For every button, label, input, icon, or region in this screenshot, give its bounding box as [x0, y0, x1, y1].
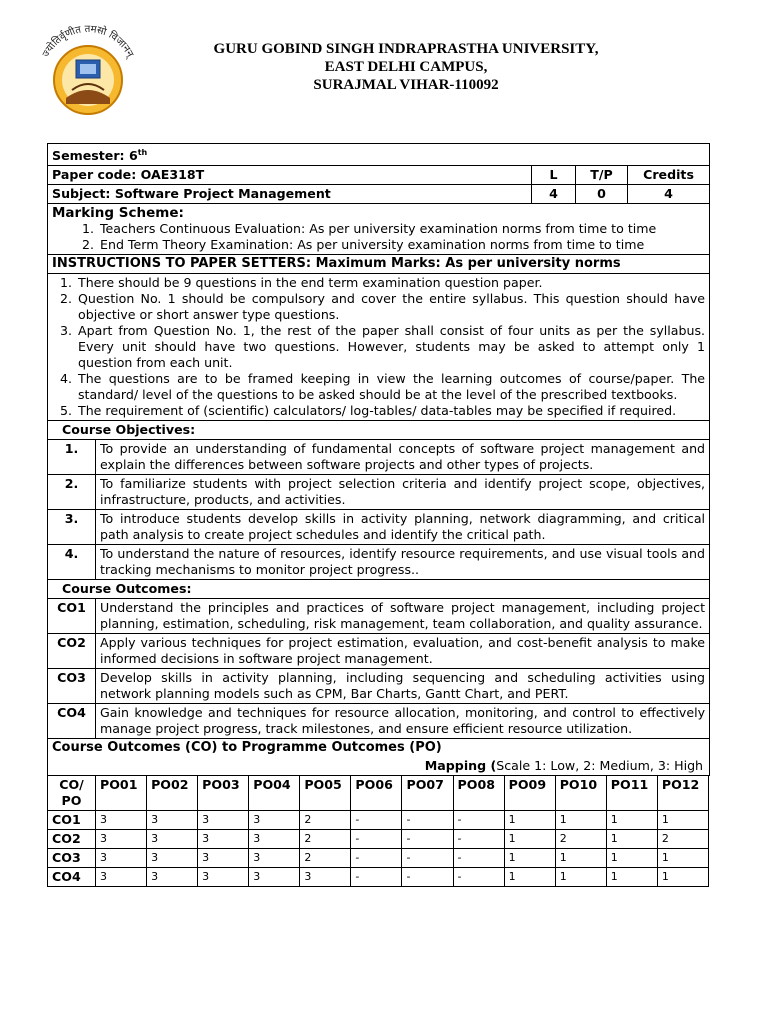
- mapping-value: 3: [147, 849, 198, 868]
- po-header: PO08: [453, 776, 504, 811]
- semester-cell: Semester: 6th: [48, 144, 710, 166]
- mapping-value: 1: [555, 849, 606, 868]
- po-header: PO11: [606, 776, 657, 811]
- mapping-value: -: [402, 811, 453, 830]
- mapping-value: -: [351, 849, 402, 868]
- mapping-value: 1: [555, 811, 606, 830]
- mapping-value: -: [453, 849, 504, 868]
- mapping-value: 3: [96, 849, 147, 868]
- mapping-corner: CO/ PO: [48, 776, 96, 811]
- mapping-value: -: [402, 830, 453, 849]
- mapping-value: 2: [555, 830, 606, 849]
- po-header: PO02: [147, 776, 198, 811]
- objective-text: To provide an understanding of fundamental concepts of software project management and explain the differences between software projects and other types of projects.: [96, 440, 710, 475]
- mapping-row: [48, 849, 709, 868]
- mapping-value: 3: [147, 868, 198, 887]
- mapping-value: 3: [198, 830, 249, 849]
- mapping-body: [48, 811, 709, 887]
- objective-number: 4.: [48, 545, 96, 580]
- mapping-row: [48, 811, 709, 830]
- objective-text: To familiarize students with project selection criteria and identify project scope, objectives, infrastructure, products, and activities.: [96, 475, 710, 510]
- mapping-co-label: CO1: [48, 811, 96, 830]
- mapping-value: 3: [300, 868, 351, 887]
- mapping-value: -: [402, 849, 453, 868]
- mapping-value: 1: [504, 849, 555, 868]
- mapping-value: 1: [504, 811, 555, 830]
- university-name: GURU GOBIND SINGH INDRAPRASTHA UNIVERSITY,: [213, 41, 599, 57]
- objective-text: To understand the nature of resources, identify resource requirements, and use visual tools and tracking mechanisms to monitor project progress..: [96, 545, 710, 580]
- outcome-row: [48, 599, 710, 634]
- mapping-value: -: [351, 830, 402, 849]
- mapping-value: 3: [198, 849, 249, 868]
- mapping-value: -: [351, 811, 402, 830]
- outcome-text: Understand the principles and practices of software project management, including project planning, estimation, scheduling, risk management, team collaboration, and quality assurance.: [96, 599, 710, 634]
- university-header: [150, 40, 662, 94]
- mapping-value: 1: [606, 811, 657, 830]
- paper-code: Paper code: OAE318T: [48, 166, 532, 185]
- objective-row: [48, 545, 710, 580]
- mapping-co-label: CO4: [48, 868, 96, 887]
- marking-item: 1. Teachers Continuous Evaluation: As per university examination norms from time to time: [98, 221, 705, 237]
- mapping-title: Course Outcomes (CO) to Programme Outcomes (PO): [52, 740, 442, 756]
- po-header: PO12: [657, 776, 708, 811]
- objective-row: [48, 510, 710, 545]
- l-value: 4: [532, 185, 576, 204]
- mapping-value: 1: [657, 849, 708, 868]
- course-info-table: [47, 143, 710, 776]
- outcome-code: CO3: [48, 669, 96, 704]
- subject: Subject: Software Project Management: [48, 185, 532, 204]
- tp-value: 0: [576, 185, 628, 204]
- mapping-value: 3: [198, 868, 249, 887]
- instruction-item: 2. Question No. 1 should be compulsory and cover the entire syllabus. This question should have objective or short answer type questions.: [76, 291, 705, 323]
- mapping-value: 3: [147, 811, 198, 830]
- mapping-value: 3: [198, 811, 249, 830]
- mapping-value: 3: [96, 868, 147, 887]
- mapping-value: 2: [657, 830, 708, 849]
- mapping-value: 3: [147, 830, 198, 849]
- outcome-row: [48, 704, 710, 739]
- po-header: PO10: [555, 776, 606, 811]
- instructions-list: [48, 274, 710, 421]
- campus-address: SURAJMAL VIHAR-110092: [313, 77, 499, 93]
- objective-row: [48, 475, 710, 510]
- mapping-value: 2: [300, 849, 351, 868]
- mapping-value: 1: [504, 830, 555, 849]
- marking-item: 2. End Term Theory Examination: As per university examination norms from time to time: [98, 237, 705, 253]
- mapping-row: [48, 868, 709, 887]
- po-header: PO09: [504, 776, 555, 811]
- mapping-co-label: CO3: [48, 849, 96, 868]
- mapping-value: 1: [504, 868, 555, 887]
- mapping-value: 3: [96, 830, 147, 849]
- mapping-header-row: [48, 776, 709, 811]
- po-header: PO04: [249, 776, 300, 811]
- objective-row: [48, 440, 710, 475]
- co-po-mapping-table: [47, 775, 709, 887]
- mapping-value: 1: [555, 868, 606, 887]
- objective-number: 2.: [48, 475, 96, 510]
- mapping-value: 2: [300, 811, 351, 830]
- credits-header: Credits: [628, 166, 710, 185]
- mapping-value: -: [453, 868, 504, 887]
- mapping-value: 3: [249, 868, 300, 887]
- mapping-co-label: CO2: [48, 830, 96, 849]
- mapping-value: 1: [657, 811, 708, 830]
- campus-name: EAST DELHI CAMPUS,: [324, 59, 488, 75]
- po-header: PO03: [198, 776, 249, 811]
- objectives-title: Course Objectives:: [48, 421, 710, 440]
- mapping-value: 3: [249, 849, 300, 868]
- po-header: PO07: [402, 776, 453, 811]
- objective-text: To introduce students develop skills in activity planning, network diagramming, and critical path analysis to create project schedules and identify the critical path.: [96, 510, 710, 545]
- mapping-section: [48, 739, 710, 776]
- instruction-item: 5. The requirement of (scientific) calculators/ log-tables/ data-tables may be specified if required.: [76, 403, 705, 419]
- objective-number: 3.: [48, 510, 96, 545]
- outcome-code: CO2: [48, 634, 96, 669]
- outcomes-title: Course Outcomes:: [48, 580, 710, 599]
- marking-scheme: [48, 204, 710, 255]
- credits-value: 4: [628, 185, 710, 204]
- po-header: PO01: [96, 776, 147, 811]
- mapping-value: 2: [300, 830, 351, 849]
- outcome-code: CO1: [48, 599, 96, 634]
- instruction-item: 3. Apart from Question No. 1, the rest of the paper shall consist of four units as per the syllabus. Every unit should have two questions. However, students may be asked to attempt only 1 question from each unit.: [76, 323, 705, 371]
- mapping-value: 3: [249, 830, 300, 849]
- mapping-value: -: [351, 868, 402, 887]
- po-header: PO06: [351, 776, 402, 811]
- mapping-value: 1: [657, 868, 708, 887]
- mapping-value: -: [402, 868, 453, 887]
- instruction-item: 1. There should be 9 questions in the end term examination question paper.: [76, 275, 705, 291]
- tp-header: T/P: [576, 166, 628, 185]
- mapping-value: 1: [606, 830, 657, 849]
- outcome-code: CO4: [48, 704, 96, 739]
- objective-number: 1.: [48, 440, 96, 475]
- outcome-text: Apply various techniques for project estimation, evaluation, and cost-benefit analysis to make informed decisions in software project management.: [96, 634, 710, 669]
- outcome-text: Gain knowledge and techniques for resource allocation, monitoring, and control to effectively manage project progress, track milestones, and ensure efficient resource utilization.: [96, 704, 710, 739]
- mapping-value: 1: [606, 868, 657, 887]
- po-header: PO05: [300, 776, 351, 811]
- mapping-value: -: [453, 830, 504, 849]
- outcome-row: [48, 634, 710, 669]
- mapping-value: 3: [96, 811, 147, 830]
- mapping-value: 3: [249, 811, 300, 830]
- l-header: L: [532, 166, 576, 185]
- marking-scheme-title: Marking Scheme:: [52, 205, 184, 222]
- outcome-text: Develop skills in activity planning, including sequencing and scheduling activities using network planning models such as CPM, Bar Charts, Gantt Chart, and PERT.: [96, 669, 710, 704]
- mapping-value: 1: [606, 849, 657, 868]
- mapping-row: [48, 830, 709, 849]
- mapping-subtitle: Mapping (Scale 1: Low, 2: Medium, 3: High: [424, 758, 704, 774]
- university-logo: [32, 24, 144, 124]
- instruction-item: 4. The questions are to be framed keeping in view the learning outcomes of course/paper. The standard/ level of the questions to be asked should be at the level of the prescribed textbooks.: [76, 371, 705, 403]
- syllabus-document: [47, 143, 709, 887]
- instructions-title: INSTRUCTIONS TO PAPER SETTERS: Maximum Marks: As per university norms: [48, 255, 710, 274]
- outcome-row: [48, 669, 710, 704]
- svg-text:ज्योतिर्वृणीत तमसो विजानन्: ज्योतिर्वृणीत तमसो विजानन्: [40, 24, 136, 60]
- mapping-value: -: [453, 811, 504, 830]
